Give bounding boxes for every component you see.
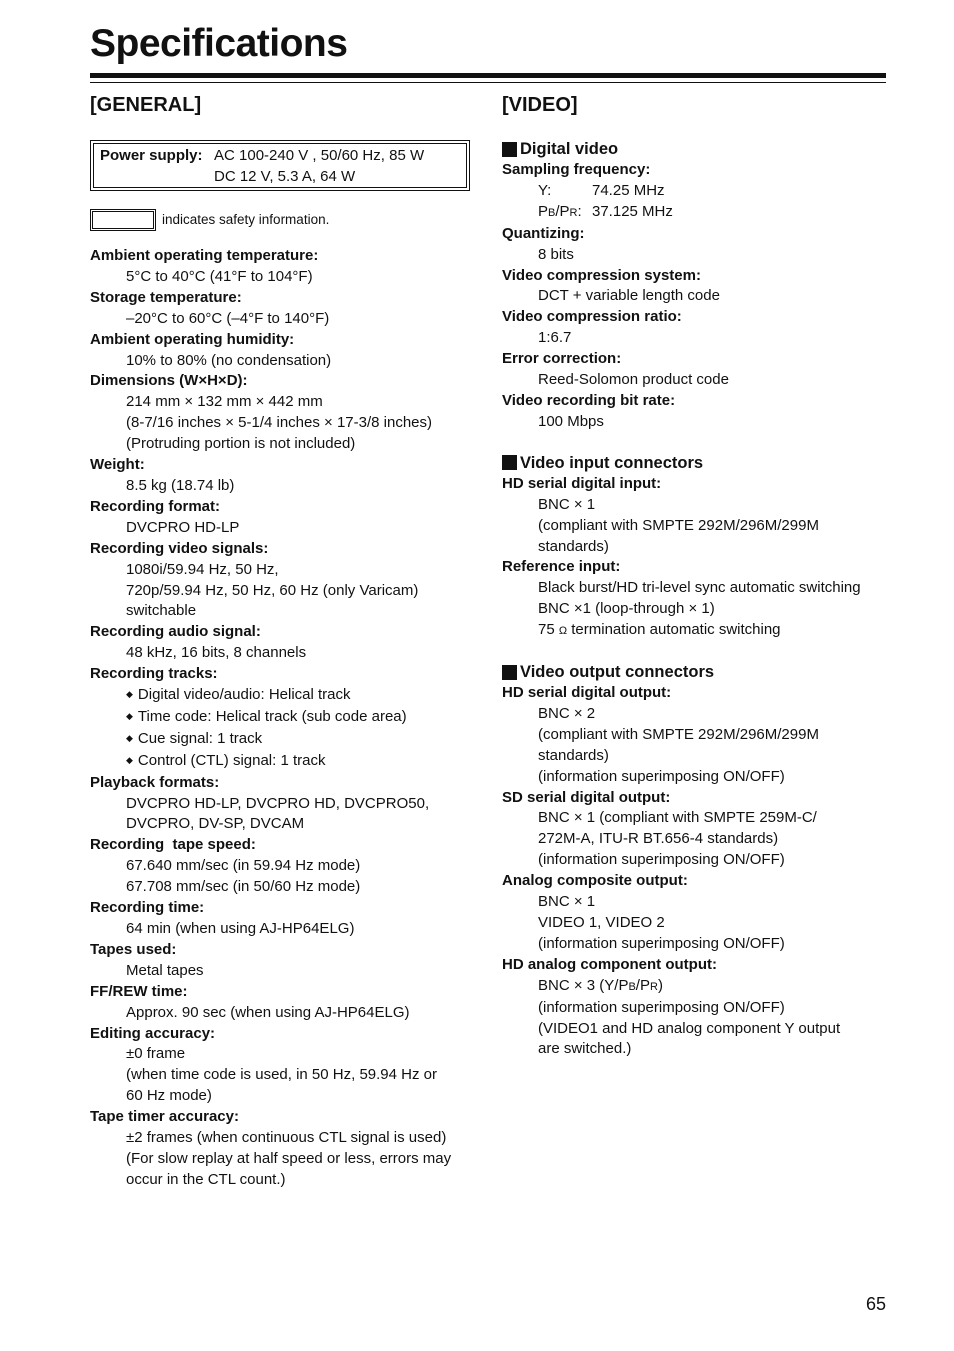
general-items — [90, 246, 480, 1191]
spec-value: 1080i/59.94 Hz, 50 Hz, — [126, 560, 279, 578]
spec-label: FF/REW time: — [90, 982, 188, 1000]
video-heading: [VIDEO] — [502, 94, 578, 116]
spec-value: Approx. 90 sec (when using AJ-HP64ELG) — [126, 1003, 410, 1021]
spec-label: Quantizing: — [502, 224, 585, 242]
spec-label: Recording tracks: — [90, 665, 218, 683]
spec-value: BNC × 1 — [538, 893, 596, 911]
safety-note-text: indicates safety information. — [162, 211, 330, 227]
spec-value: (8-7/16 inches × 5-1/4 inches × 17-3/8 inches) — [126, 414, 433, 432]
spec-label: Weight: — [90, 456, 145, 474]
spec-value: (For slow replay at half speed or less, errors may — [126, 1149, 452, 1167]
bullet-item: ◆ Digital video/audio: Helical track — [90, 685, 480, 707]
video-input-heading: Video input connectors — [502, 452, 892, 474]
power-supply-ac: AC 100-240 V , 50/60 Hz, 85 W — [214, 147, 425, 164]
spec-value: (information superimposing ON/OFF) — [538, 851, 785, 869]
spec-value: (compliant with SMPTE 292M/296M/299M — [538, 725, 819, 743]
spec-label: Recording format: — [90, 497, 221, 515]
spec-value: (information superimposing ON/OFF) — [538, 934, 785, 952]
power-supply-box — [90, 140, 470, 191]
sampling-pbpr: PB/PR: 37.125 MHz — [538, 202, 673, 220]
square-bullet-icon — [502, 455, 517, 470]
spec-value: BNC × 1 (compliant with SMPTE 259M-C/ — [538, 809, 817, 827]
spec-label: Sampling frequency: — [502, 161, 651, 178]
spec-value: 8 bits — [538, 245, 574, 263]
spec-label: SD serial digital output: — [502, 788, 671, 806]
spec-label: Video recording bit rate: — [502, 391, 676, 409]
power-supply-inner — [93, 143, 467, 188]
general-heading: [GENERAL] — [90, 94, 202, 116]
spec-value: –20°C to 60°C (–4°F to 140°F) — [126, 309, 330, 327]
spec-label: Video compression ratio: — [502, 308, 682, 326]
spec-label: Playback formats: — [90, 773, 220, 791]
spec-value: 214 mm × 132 mm × 442 mm — [126, 393, 323, 411]
spec-label: Recording video signals: — [90, 539, 269, 557]
spec-value: 10% to 80% (no condensation) — [126, 351, 332, 369]
page-number: 65 — [865, 1294, 886, 1314]
bullet-item: ◆ Time code: Helical track (sub code area) — [90, 707, 480, 729]
title-rule-thick — [90, 73, 886, 78]
spec-label: Tape timer accuracy: — [90, 1108, 239, 1126]
spec-value: DVCPRO, DV-SP, DVCAM — [126, 815, 305, 833]
spec-value: Metal tapes — [126, 961, 204, 979]
spec-value: 67.708 mm/sec (in 50/60 Hz mode) — [126, 878, 361, 896]
spec-value: standards) — [538, 537, 609, 555]
spec-value: DVCPRO HD-LP — [126, 518, 240, 536]
spec-label: Recording audio signal: — [90, 623, 261, 641]
spec-value: BNC × 3 (Y/PB/PR) — [538, 976, 663, 994]
spec-value: (Protruding portion is not included) — [126, 435, 356, 453]
power-supply-dc: DC 12 V, 5.3 A, 64 W — [214, 167, 356, 185]
spec-value: Black burst/HD tri-level sync automatic switching — [538, 579, 861, 597]
spec-label: Error correction: — [502, 350, 622, 368]
spec-label: Reference input: — [502, 558, 621, 576]
spec-value: BNC × 2 — [538, 704, 596, 722]
spec-label: Recording time: — [90, 899, 205, 917]
spec-value: (information superimposing ON/OFF) — [538, 767, 785, 785]
spec-label: HD serial digital input: — [502, 474, 662, 492]
spec-value: 8.5 kg (18.74 lb) — [126, 476, 235, 494]
spec-value: BNC × 1 — [538, 495, 596, 513]
spec-value: are switched.) — [538, 1040, 632, 1058]
spec-value: 1:6.7 — [538, 329, 572, 347]
spec-label: Ambient operating humidity: — [90, 330, 295, 348]
spec-label: Video compression system: — [502, 266, 701, 284]
spec-value: 60 Hz mode) — [126, 1087, 212, 1105]
page-title: Specifications — [90, 22, 348, 65]
power-supply-label: Power supply: — [100, 147, 203, 164]
safety-box-icon — [92, 211, 154, 229]
spec-value: VIDEO 1, VIDEO 2 — [538, 914, 665, 931]
video-column — [502, 90, 892, 1060]
spec-value: ±2 frames (when continuous CTL signal is used) — [126, 1129, 447, 1147]
spec-value: 48 kHz, 16 bits, 8 channels — [126, 644, 307, 662]
video-output-heading: Video output connectors — [502, 661, 892, 683]
spec-value: standards) — [538, 746, 609, 764]
bullet-item: ◆ Control (CTL) signal: 1 track — [90, 751, 480, 773]
spec-value: occur in the CTL count.) — [126, 1170, 286, 1188]
spec-label: Tapes used: — [90, 940, 177, 958]
spec-value: 5°C to 40°C (41°F to 104°F) — [126, 267, 313, 285]
spec-value: BNC ×1 (loop-through × 1) — [538, 600, 715, 618]
bullet-item: ◆ Cue signal: 1 track — [90, 729, 480, 751]
spec-label: HD analog component output: — [502, 955, 717, 973]
spec-value: (information superimposing ON/OFF) — [538, 998, 785, 1016]
spec-label: Analog composite output: — [502, 872, 688, 890]
ohm-symbol: Ω — [558, 625, 568, 638]
spec-value: 64 min (when using AJ-HP64ELG) — [126, 920, 355, 937]
spec-value: 75 Ω termination automatic switching — [538, 621, 781, 639]
spec-value: (compliant with SMPTE 292M/296M/299M — [538, 516, 819, 534]
spec-value: 720p/59.94 Hz, 50 Hz, 60 Hz (only Varicam) — [126, 581, 419, 599]
spec-value: Reed-Solomon product code — [538, 371, 729, 389]
spec-value: switchable — [126, 602, 197, 620]
spec-label: Dimensions (W×H×D): — [90, 372, 248, 390]
title-rule-thin — [90, 82, 886, 83]
sampling-y: Y: 74.25 MHz — [538, 181, 665, 199]
general-column — [90, 90, 480, 1191]
spec-value: 67.640 mm/sec (in 59.94 Hz mode) — [126, 857, 361, 875]
spec-label: Recording tape speed: — [90, 836, 256, 854]
spec-value: (VIDEO1 and HD analog component Y output — [538, 1019, 841, 1037]
spec-label: HD serial digital output: — [502, 684, 672, 702]
spec-value: 100 Mbps — [538, 412, 604, 430]
spec-value: (when time code is used, in 50 Hz, 59.94 Hz or — [126, 1066, 437, 1084]
spec-value: DCT + variable length code — [538, 287, 720, 305]
square-bullet-icon — [502, 142, 517, 157]
digital-video-heading: Digital video — [502, 138, 892, 160]
spec-value: DVCPRO HD-LP, DVCPRO HD, DVCPRO50, — [126, 794, 430, 812]
spec-value: ±0 frame — [126, 1045, 186, 1063]
spec-value: 272M-A, ITU-R BT.656-4 standards) — [538, 830, 779, 848]
safety-note — [90, 209, 480, 231]
spec-label: Editing accuracy: — [90, 1024, 216, 1042]
spec-label: Storage temperature: — [90, 288, 242, 306]
spec-label: Ambient operating temperature: — [90, 247, 319, 264]
square-bullet-icon — [502, 665, 517, 680]
